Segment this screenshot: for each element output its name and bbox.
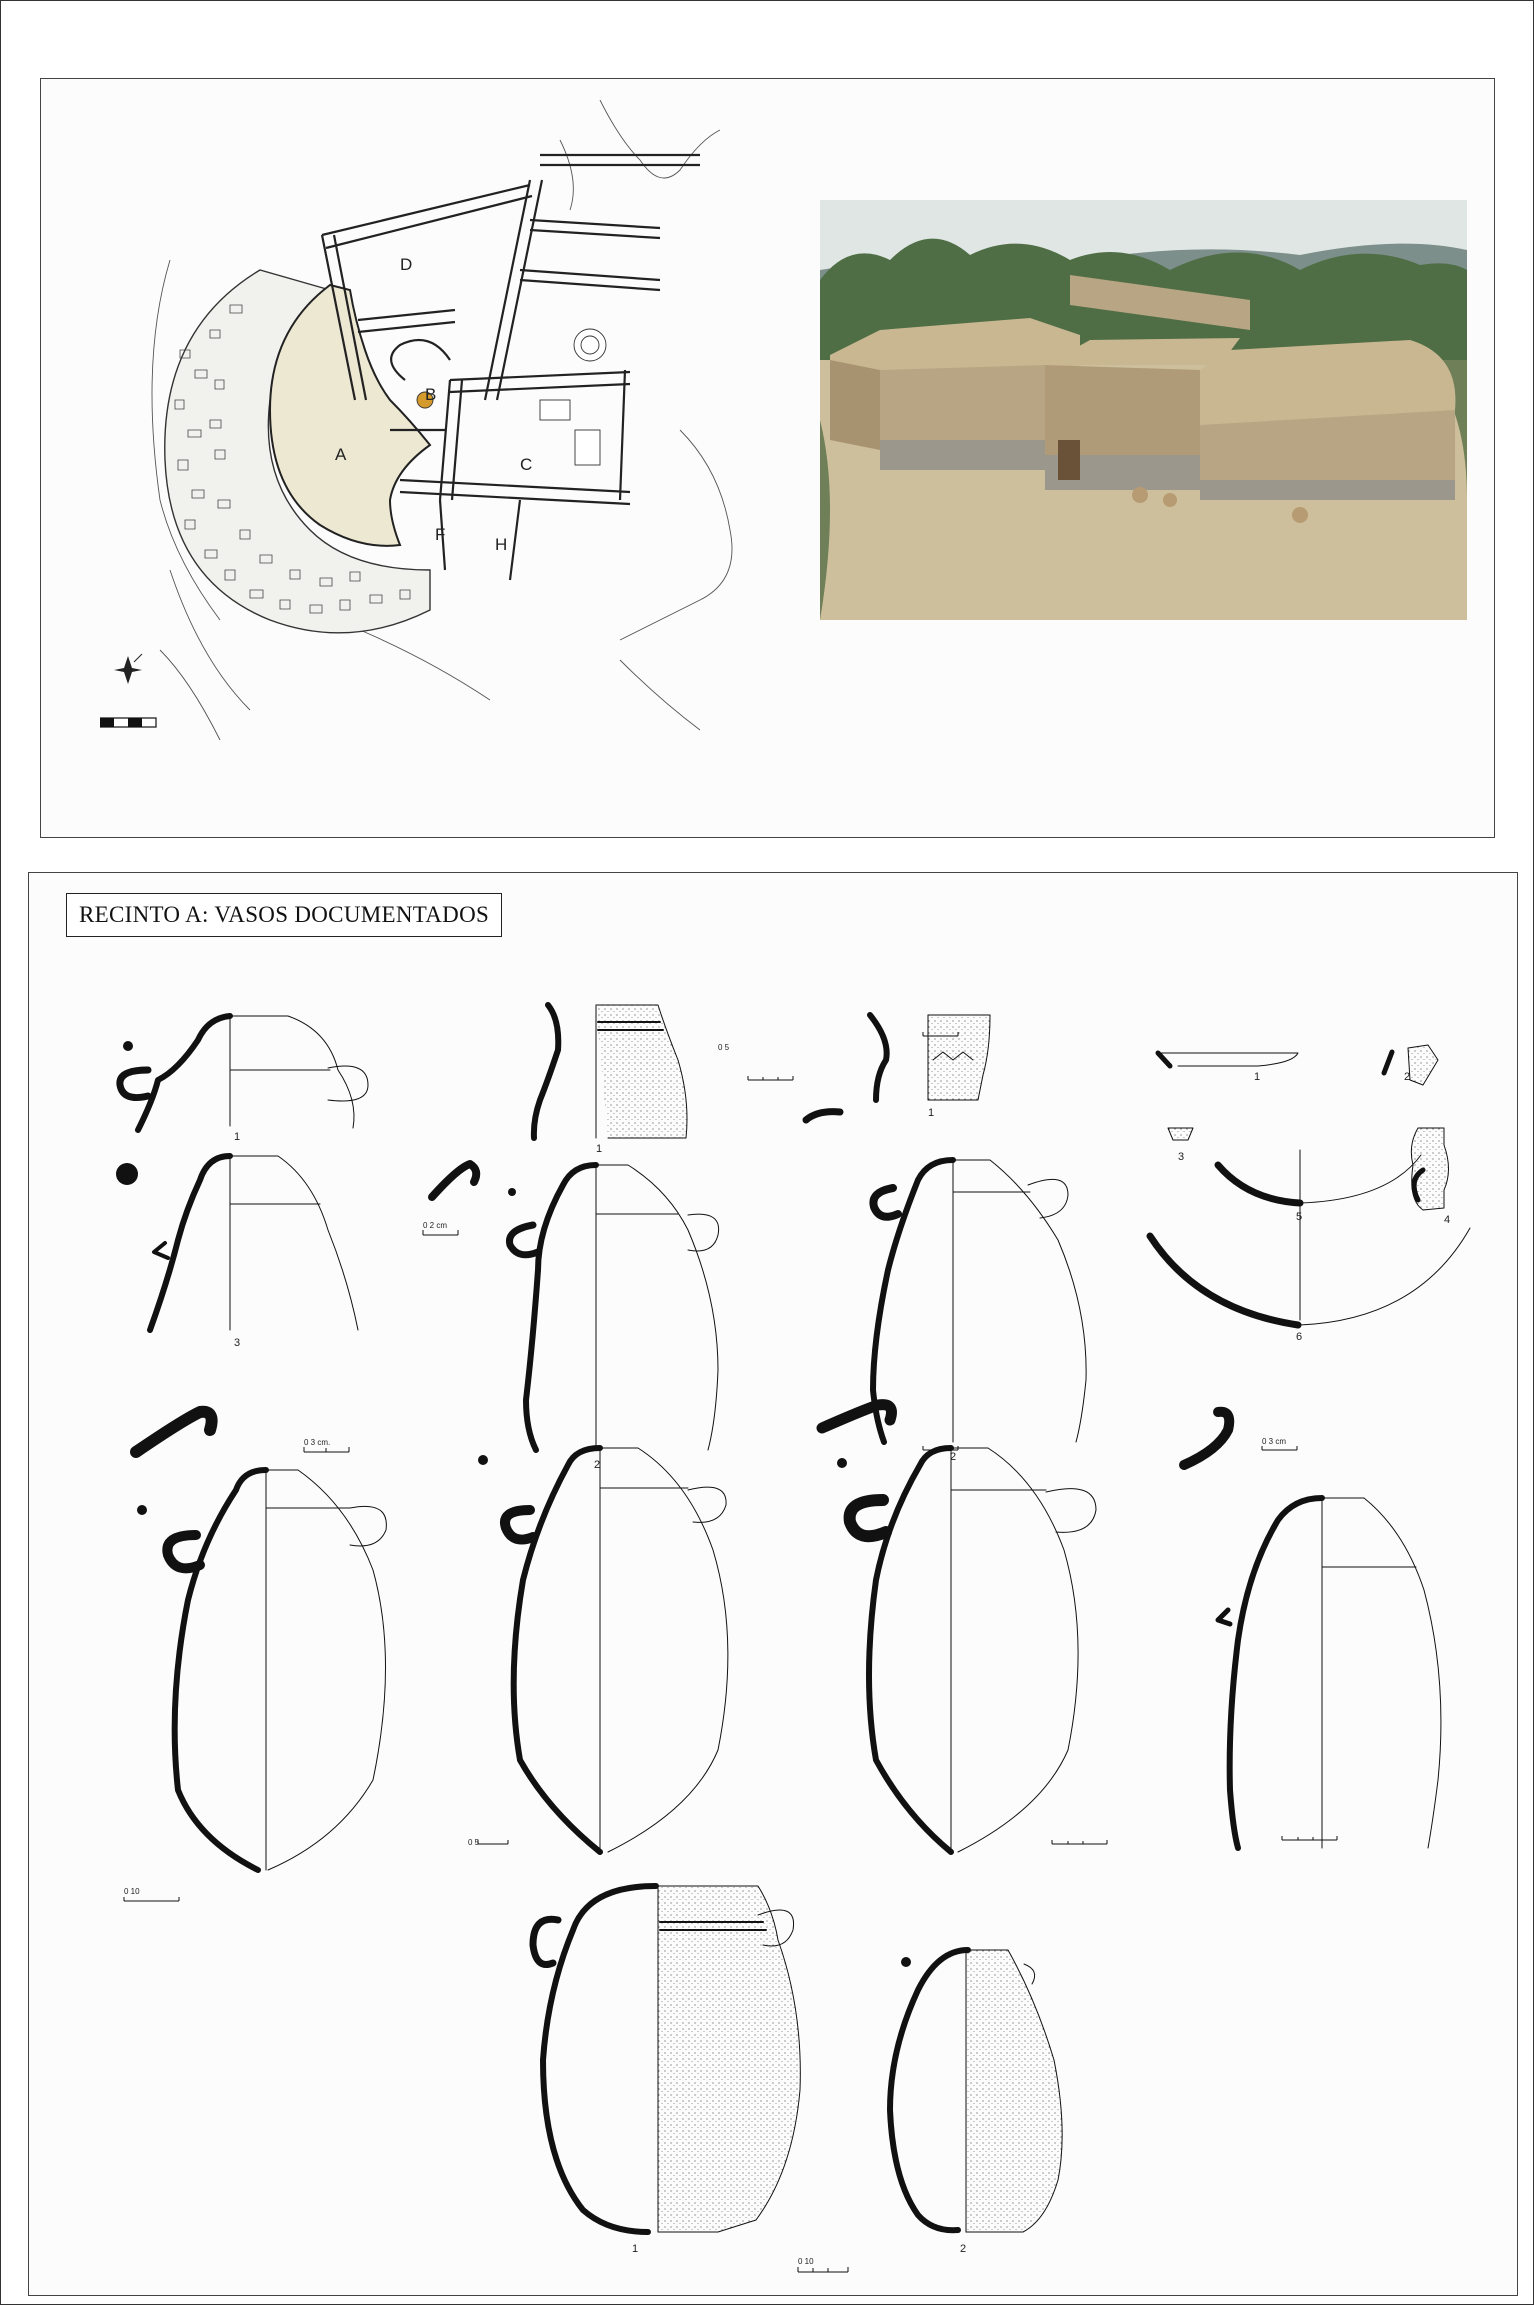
vessel-number: 3 (1178, 1151, 1185, 1163)
vessel-drawing (870, 1015, 990, 1100)
vessel-number: 2 (950, 1451, 957, 1463)
vessel-drawing (1158, 1045, 1438, 1085)
vessel-number: 6 (1296, 1331, 1303, 1343)
room-label-b: B (425, 385, 437, 404)
vessel-drawing (1184, 1412, 1441, 1848)
vessel-number: 2 (594, 1459, 601, 1471)
site-plan (100, 100, 740, 750)
vessel-number: 4 (1444, 1214, 1451, 1226)
reconstruction-illustration (820, 200, 1467, 620)
vessel-drawing (478, 1448, 728, 1852)
scale-label: 0 5 (468, 1838, 480, 1847)
compass-rose-icon (114, 654, 142, 684)
vessel-number: 2 (1404, 1071, 1411, 1083)
vessel-number: 1 (928, 1107, 935, 1119)
vessel-drawings (28, 960, 1516, 2294)
room-label-f: F (435, 525, 446, 544)
vessel-drawing (533, 1886, 800, 2232)
room-label-c: C (520, 455, 533, 474)
vessel-drawing (120, 1016, 368, 1130)
scale-label: 0 10 (798, 2257, 814, 2266)
vessel-drawing (806, 1112, 1086, 1442)
vessel-drawing (822, 1405, 1096, 1852)
vessel-drawing (432, 1164, 719, 1450)
vessel-drawing (136, 1412, 386, 1870)
vessel-number: 2 (960, 2243, 967, 2255)
vessel-drawing (116, 1156, 358, 1330)
vessel-number: 5 (1296, 1211, 1303, 1223)
room-a-area (270, 285, 430, 546)
room-label-d: D (400, 255, 413, 274)
vessel-number: 1 (1254, 1071, 1261, 1083)
scale-bar-icon (100, 718, 156, 727)
vessel-number: 3 (234, 1337, 241, 1349)
scale-label: 0 3 cm. (304, 1438, 331, 1447)
section-title: RECINTO A: VASOS DOCUMENTADOS (66, 893, 502, 937)
scale-label: 0 2 cm (423, 1221, 448, 1230)
vessel-drawing (1150, 1128, 1470, 1325)
vessel-drawing (534, 1005, 687, 1138)
vessel-number: 1 (234, 1131, 241, 1143)
room-label-h: H (495, 535, 508, 554)
vessel-number: 1 (632, 2243, 639, 2255)
scale-label: 0 3 cm (1262, 1437, 1287, 1446)
scale-label: 0 10 (124, 1887, 140, 1896)
scale-label: 0 5 (718, 1043, 730, 1052)
vessel-number: 1 (596, 1143, 603, 1155)
room-label-a: A (335, 445, 347, 464)
vessel-drawing (890, 1950, 1062, 2232)
